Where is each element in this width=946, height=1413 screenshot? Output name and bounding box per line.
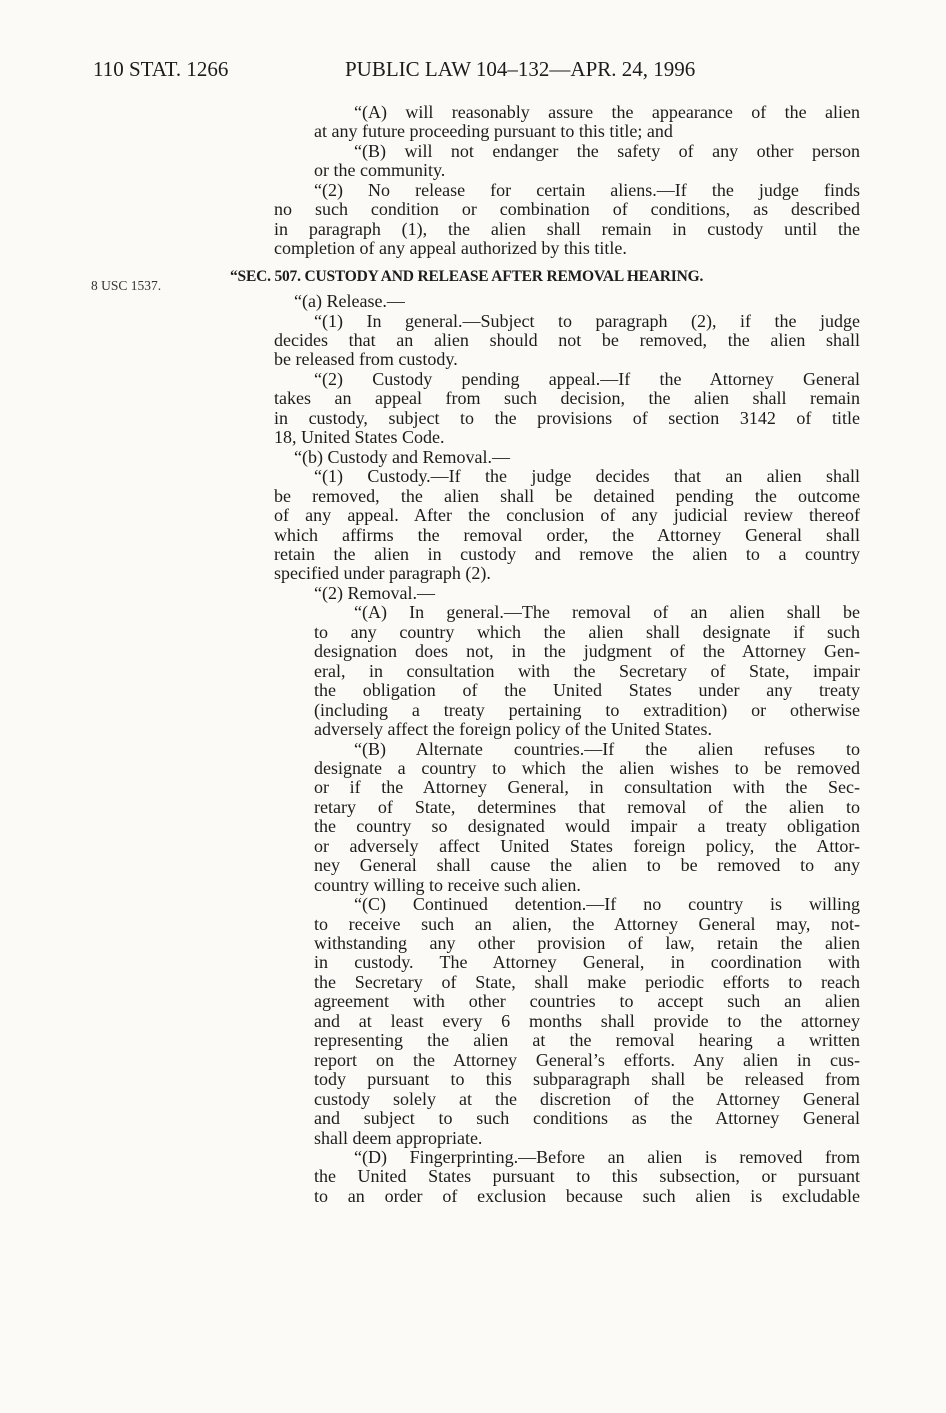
running-header-title: PUBLIC LAW 104–132—APR. 24, 1996 (345, 57, 696, 81)
text-line: or if the Attorney General, in consultation with the Sec- (314, 777, 860, 798)
text-line: “(2) No release for certain aliens.—If the judge finds (314, 179, 860, 200)
text-line: “(a) Release.— (294, 291, 405, 312)
text-line: “(b) Custody and Removal.— (294, 446, 510, 467)
text-line: the obligation of the United States under any treaty (314, 680, 860, 701)
text-line: adversely affect the foreign policy of the United States. (314, 719, 713, 740)
text-line: or adversely affect United States foreign policy, the Attor- (314, 835, 860, 856)
text-line: designation does not, in the judgment of the Attorney Gen- (314, 641, 860, 662)
text-line: custody solely at the discretion of the Attorney General (314, 1088, 860, 1109)
text-line: ney General shall cause the alien to be removed to any (314, 855, 860, 876)
text-line: and at least every 6 months shall provide to the attorney (314, 1010, 860, 1031)
text-line: (including a treaty pertaining to extradition) or otherwise (314, 699, 860, 720)
text-line: retain the alien in custody and remove the alien to a country (274, 543, 860, 564)
text-line: 18, United States Code. (274, 427, 445, 448)
text-line: retary of State, determines that removal of the alien to (314, 796, 860, 817)
text-line: completion of any appeal authorized by this title. (274, 238, 627, 259)
text-line: to receive such an alien, the Attorney General may, not- (314, 913, 860, 934)
text-line: no such condition or combination of conditions, as described (274, 199, 860, 220)
text-line: agreement with other countries to accept such an alien (314, 991, 860, 1012)
text-line: “(D) Fingerprinting.—Before an alien is removed from (354, 1147, 860, 1168)
section-heading: “SEC. 507. CUSTODY AND RELEASE AFTER REMOVAL HEARING. (230, 267, 704, 285)
text-line: representing the alien at the removal hearing a written (314, 1030, 860, 1051)
text-line: “(A) In general.—The removal of an alien shall be (354, 602, 860, 623)
text-line: “(1) Custody.—If the judge decides that an alien shall (314, 466, 860, 487)
text-line: decides that an alien should not be removed, the alien shall (274, 329, 860, 350)
text-line: specified under paragraph (2). (274, 563, 491, 584)
text-block-before-section (274, 103, 860, 259)
text-line: eral, in consultation with the Secretary of State, impair (314, 660, 860, 681)
text-line: designate a country to which the alien wishes to be removed (314, 757, 860, 778)
text-line: “(2) Custody pending appeal.—If the Attorney General (314, 368, 860, 389)
text-line: the United States pursuant to this subsection, or pursuant (314, 1166, 860, 1187)
text-line: in custody, subject to the provisions of section 3142 of title (274, 407, 860, 428)
text-line: withstanding any other provision of law, retain the alien (314, 933, 860, 954)
usc-margin-note: 8 USC 1537. (91, 278, 162, 293)
text-line: “(C) Continued detention.—If no country is willing (354, 894, 860, 915)
text-line: and subject to such conditions as the Attorney General (314, 1108, 860, 1129)
text-line: shall deem appropriate. (314, 1127, 483, 1148)
text-block-section-507 (274, 292, 860, 1206)
text-line: “(B) will not endanger the safety of any other person (354, 140, 860, 161)
text-line: be released from custody. (274, 349, 458, 370)
text-line: takes an appeal from such decision, the alien shall remain (274, 388, 860, 409)
text-line: country willing to receive such alien. (314, 874, 581, 895)
text-line: “(A) will reasonably assure the appearance of the alien (354, 102, 860, 122)
text-line: or the community. (314, 160, 446, 181)
text-line: at any future proceeding pursuant to this title; and (314, 121, 673, 142)
text-line: “(2) Removal.— (314, 582, 435, 603)
statute-page-reference: 110 STAT. 1266 (93, 57, 229, 81)
statute-body (230, 102, 860, 1206)
text-line: to an order of exclusion because such alien is excludable (314, 1185, 860, 1206)
text-line: the Secretary of State, shall make periodic efforts to reach (314, 971, 860, 992)
text-line: tody pursuant to this subparagraph shall be released from (314, 1069, 860, 1090)
text-line: the country so designated would impair a treaty obligation (314, 816, 860, 837)
text-line: which affirms the removal order, the Attorney General shall (274, 524, 860, 545)
text-line: be removed, the alien shall be detained pending the outcome (274, 485, 860, 506)
text-line: in paragraph (1), the alien shall remain in custody until the (274, 218, 860, 239)
text-line: report on the Attorney General’s efforts. Any alien in cus- (314, 1049, 860, 1070)
text-line: in custody. The Attorney General, in coordination with (314, 952, 860, 973)
text-line: of any appeal. After the conclusion of any judicial review thereof (274, 505, 860, 526)
text-line: “(1) In general.—Subject to paragraph (2), if the judge (314, 310, 860, 331)
text-line: “(B) Alternate countries.—If the alien refuses to (354, 738, 860, 759)
text-line: to any country which the alien shall designate if such (314, 621, 860, 642)
